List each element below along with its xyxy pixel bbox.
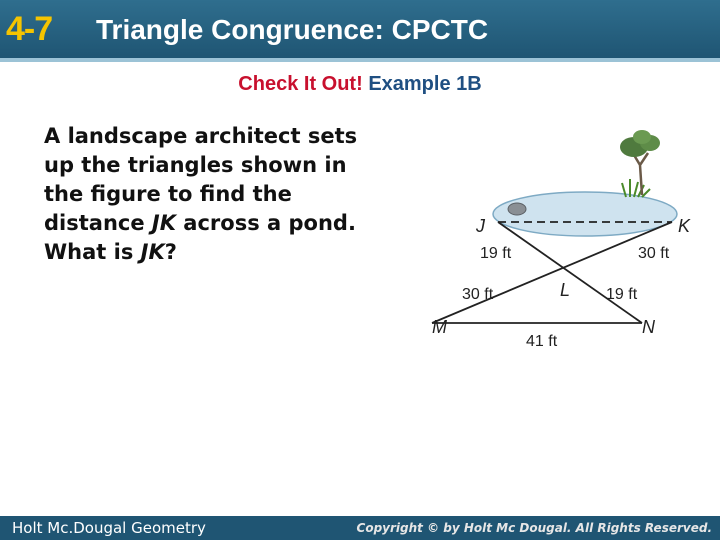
length-jl-label: 19 ft [480,245,512,262]
problem-line [44,209,424,238]
point-n-label: N [642,317,655,337]
copyright-notice: Copyright © by Holt Mc Dougal. All Rights Reserved. [356,521,712,535]
lesson-title: Triangle Congruence: CPCTC [96,14,489,45]
point-l-label: L [560,280,571,300]
segment-jk: JK [151,211,176,235]
segment-jn [498,222,642,323]
example-label: Example 1B [368,73,482,95]
segment-km [432,222,672,323]
footer-bar [0,516,720,540]
point-m-label: M [432,317,447,337]
rock-icon [508,203,526,215]
length-kl-label: 30 ft [638,245,670,262]
problem-text-part: What is [44,240,141,264]
point-k-label: K [678,216,691,236]
length-ml-label: 30 ft [462,286,494,303]
header-divider [0,58,720,62]
problem-text-part: across a pond. [176,211,356,235]
publisher-label: Holt Mc.Dougal Geometry [12,519,206,537]
length-nl-label: 19 ft [606,286,638,303]
grass-icon [622,179,650,197]
lesson-number: 4-7 [6,10,53,48]
pond-triangle-figure [420,125,720,355]
problem-text-part: distance [44,211,152,235]
header-bar [0,0,720,58]
tree-icon [620,130,660,195]
length-mn-label: 41 ft [526,333,558,350]
problem-text [44,122,424,267]
problem-line [44,238,424,267]
problem-line: A landscape architect sets [44,124,358,148]
problem-line: the figure to find the [44,182,292,206]
segment-jk: JK [140,240,165,264]
check-it-out-label: Check It Out! [238,73,363,95]
point-j-label: J [476,216,485,236]
problem-text-part: ? [164,240,177,264]
slide-subtitle [0,71,720,97]
problem-line: up the triangles shown in [44,153,347,177]
